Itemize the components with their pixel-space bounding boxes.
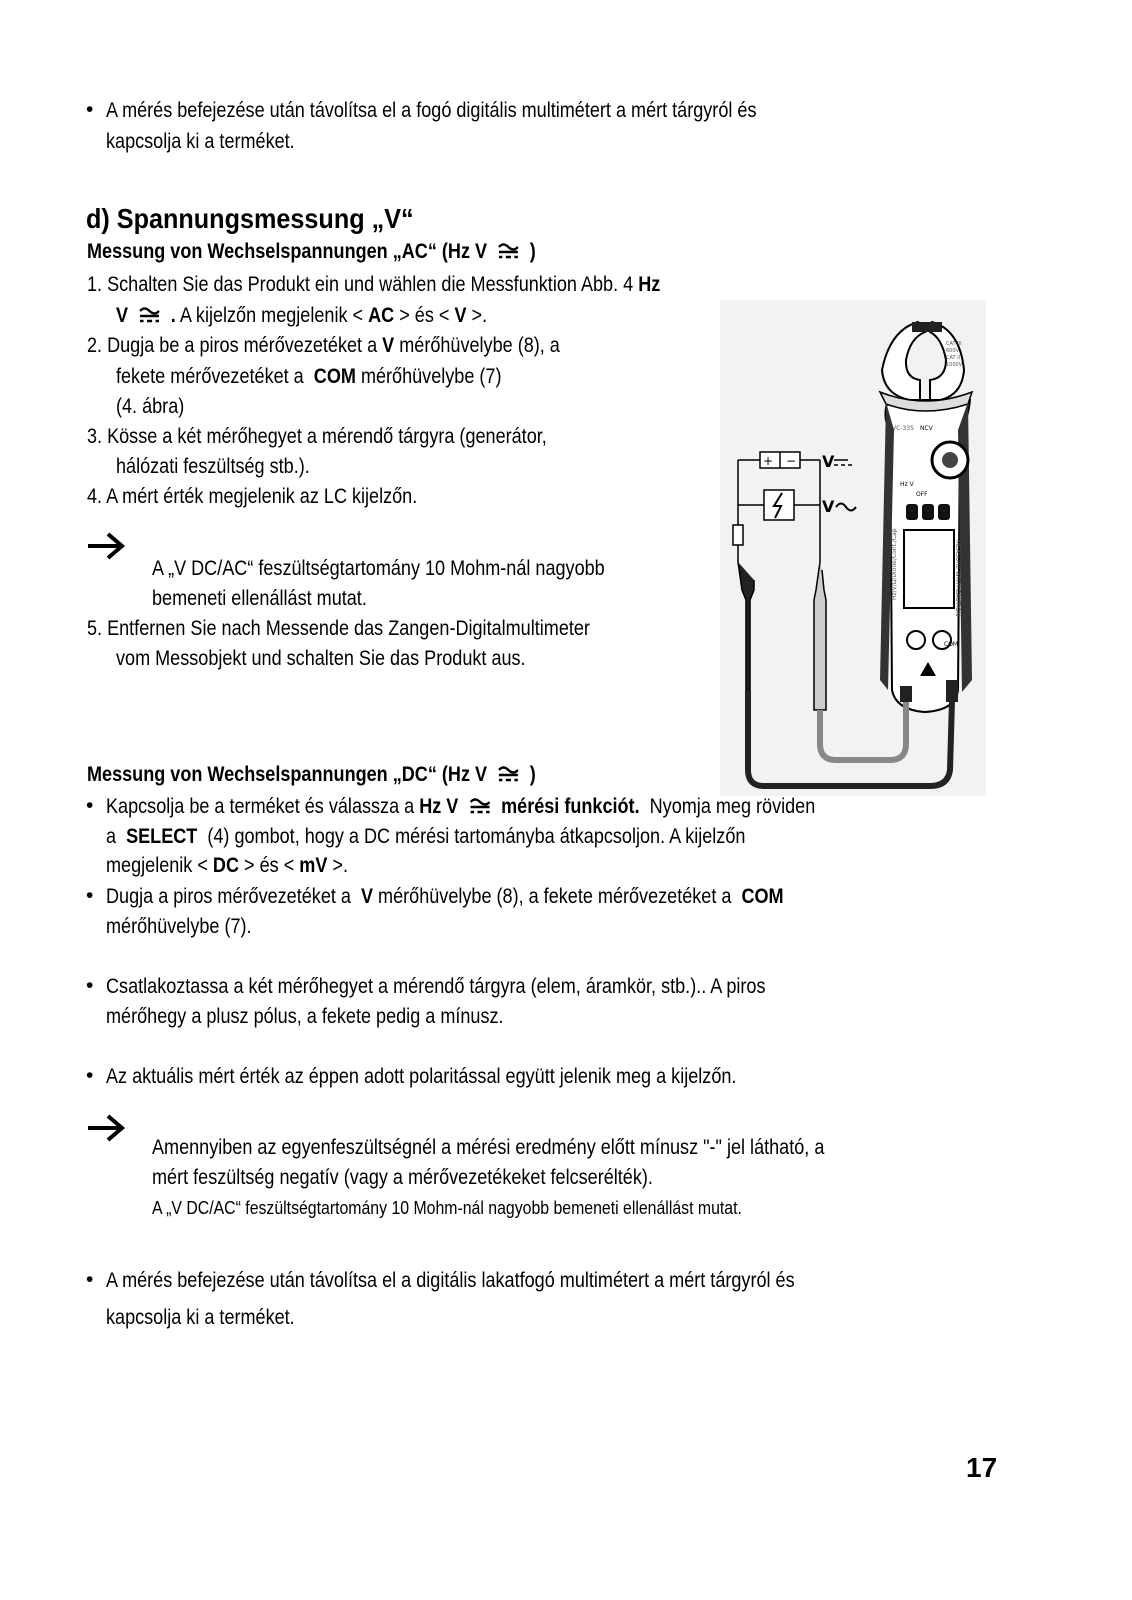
svg-text:+: + <box>763 454 774 468</box>
ac-dc-symbol-icon <box>497 765 519 783</box>
off-label: OFF <box>916 491 928 498</box>
dc-heading: Messung von Wechselspannungen „DC“ (Hz V ) <box>87 763 536 786</box>
dc-b3-line2: mérőhegy a plusz pólus, a fekete pedig a mínusz. <box>106 1005 504 1028</box>
v-dc-label: V <box>822 452 835 471</box>
dc-note-line2: mért feszültség negatív (vagy a mérővezetékeket felcserélték). <box>152 1166 653 1189</box>
v-ac-label: V <box>822 497 835 516</box>
bullet: • <box>86 1268 94 1291</box>
ac-step1-line1: 1. Schalten Sie das Produkt ein und wählen die Messfunktion Abb. 4 Hz <box>87 273 661 296</box>
cat-label-3: CAT II <box>946 355 961 361</box>
ac-step5-line1: 5. Entfernen Sie nach Messende das Zangen-Digitalmultimeter <box>87 617 590 640</box>
intro-bullet-line2: kapcsolja ki a terméket. <box>106 130 295 153</box>
side-text: MEASURE WITH CAUTION <box>954 540 961 617</box>
cat-label-2: 600V <box>946 348 959 354</box>
svg-text:−: − <box>786 454 797 468</box>
dc-b1-line2: a SELECT (4) gombot, hogy a DC mérési tartományba átkapcsoljon. A kijelzőn <box>106 825 746 848</box>
dc-b5-line2: kapcsolja ki a terméket. <box>106 1306 295 1329</box>
dc-note-line3: A „V DC/AC“ feszültségtartomány 10 Mohm-nál nagyobb bemeneti ellenállást mutat. <box>152 1198 742 1218</box>
ncv-label: NCV <box>920 425 933 432</box>
ac-step4: 4. A mért érték megjelenik az LC kijelzőn. <box>87 485 418 508</box>
ac-note-line1: A „V DC/AC“ feszültségtartomány 10 Mohm-nál nagyobb <box>152 557 605 580</box>
cat-label-4: 1000V <box>946 362 963 368</box>
right-arrow-icon <box>86 530 128 562</box>
ac-heading: Messung von Wechselspannungen „AC“ (Hz V ) <box>87 240 536 263</box>
dc-b4: Az aktuális mért érték az éppen adott polaritással együtt jelenik meg a kijelzőn. <box>106 1065 737 1088</box>
model-label: VC-335 <box>892 425 914 432</box>
right-arrow-icon <box>86 1112 128 1144</box>
dc-b1-line3: megjelenik < DC > és < mV >. <box>106 854 348 877</box>
dc-note-line1: Amennyiben az egyenfeszültségnél a mérési eredmény előtt mínusz "-" jel látható, a <box>152 1136 825 1159</box>
clamp-meter-figure <box>720 300 986 796</box>
bullet: • <box>86 794 94 817</box>
ac-step1-line2: V . A kijelzőn megjelenik < AC > és < V >. <box>116 304 488 327</box>
ac-step2-line1: 2. Dugja be a piros mérővezetéket a V mérőhüvelybe (8), a <box>87 334 560 357</box>
ac-step2-line2: fekete mérővezetéket a COM mérőhüvelybe (7) <box>116 365 502 388</box>
bullet: • <box>86 1064 94 1087</box>
ac-step2-line3: (4. ábra) <box>116 395 185 418</box>
ac-step3-line2: hálózati feszültség stb.). <box>116 455 310 478</box>
section-title: d) Spannungsmessung „V“ <box>86 203 414 234</box>
ac-dc-symbol-icon <box>497 242 519 260</box>
cat-label-1: CAT III <box>946 341 962 347</box>
com-label: COM <box>944 641 959 648</box>
ac-dc-symbol-icon <box>469 797 491 815</box>
page-number: 17 <box>966 1452 998 1483</box>
dc-b5-line1: A mérés befejezése után távolítsa el a digitális lakatfogó multimétert a mért tárgyról és <box>106 1269 795 1292</box>
bullet: • <box>86 974 94 997</box>
bullet: • <box>86 884 94 907</box>
ac-step5-line2: vom Messobjekt und schalten Sie das Produkt aus. <box>116 647 526 670</box>
dc-b2-line2: mérőhüvelybe (7). <box>106 915 252 938</box>
hzv-label: Hz V <box>900 481 914 488</box>
range-text: Hz/V/Ω/Diode/Cont./Cap <box>891 528 898 600</box>
bullet: • <box>86 98 94 121</box>
intro-bullet-line1: A mérés befejezése után távolítsa el a fogó digitális multimétert a mért tárgyról és <box>106 99 757 122</box>
ac-dc-symbol-icon <box>138 306 160 324</box>
dc-b1-line1: Kapcsolja be a terméket és válassza a Hz V mérési funkciót. Nyomja meg röviden <box>106 795 816 818</box>
ac-step3-line1: 3. Kösse a két mérőhegyet a mérendő tárgyra (generátor, <box>87 425 547 448</box>
dc-b3-line1: Csatlakoztassa a két mérőhegyet a mérendő tárgyra (elem, áramkör, stb.).. A piros <box>106 975 766 998</box>
dc-b2-line1: Dugja a piros mérővezetéket a V mérőhüvelybe (8), a fekete mérővezetéket a COM <box>106 885 784 908</box>
ac-note-line2: bemeneti ellenállást mutat. <box>152 587 367 610</box>
